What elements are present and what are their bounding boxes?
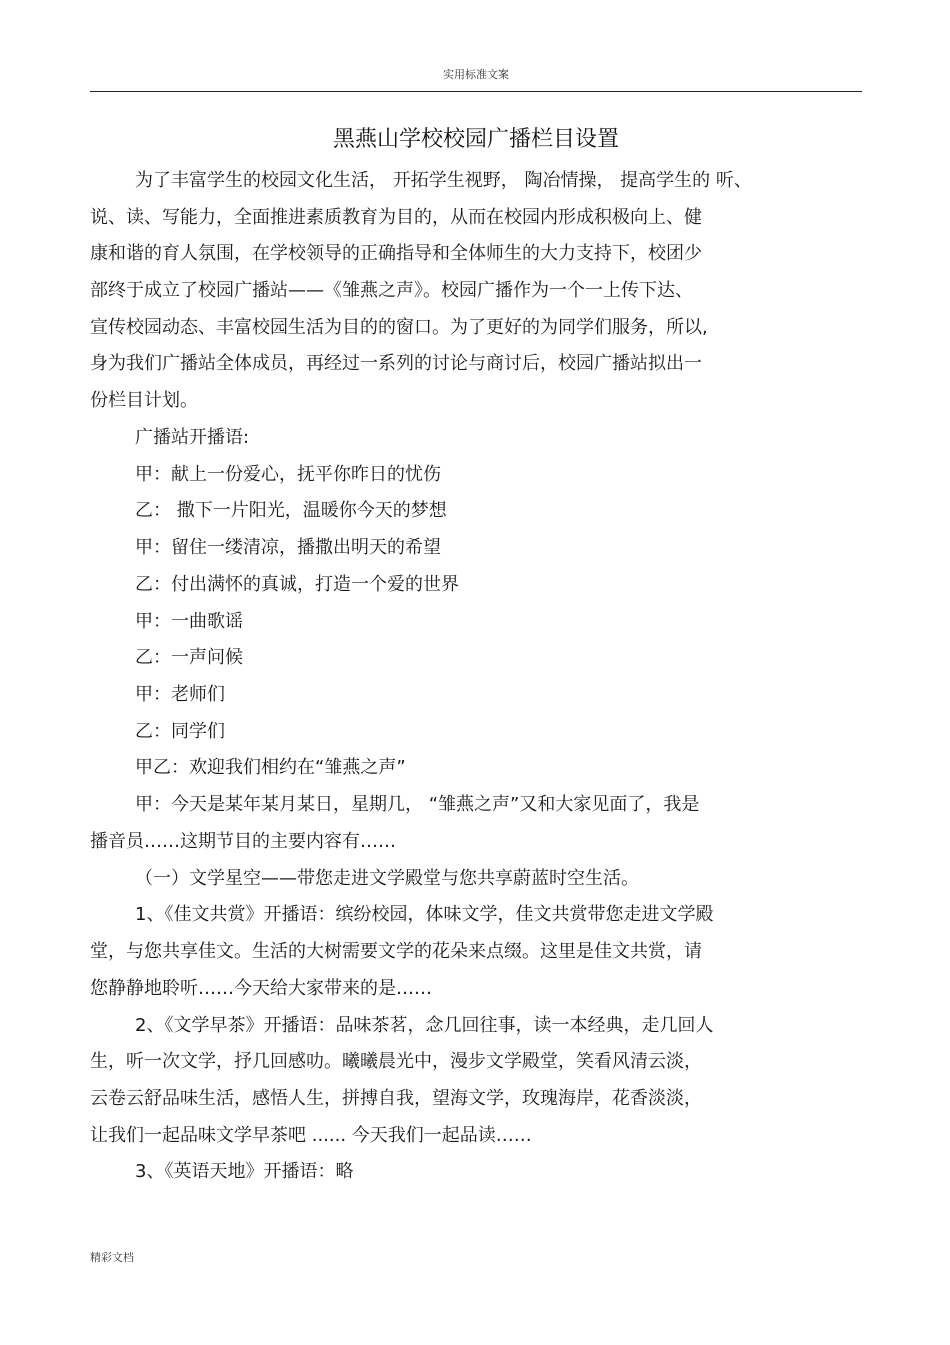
dialogue-line: 乙： 撒下一片阳光，温暖你今天的梦想 [135,500,447,521]
header-divider [90,91,862,92]
item-2-line: 云卷云舒品味生活，感悟人生，拼搏自我，望海文学，玫瑰海岸，花香淡淡， [90,1088,702,1109]
intro-line-1: 为了丰富学生的校园文化生活， 开拓学生视野， 陶冶情操， 提高学生的 听、 [135,170,752,191]
item-2-line: 2、《文学早茶》开播语：品味茶茗，念几回往事，读一本经典，走几回人 [135,1015,714,1036]
item-2-line: 生，听一次文学，抒几回感叻。曦曦晨光中，漫步文学殿堂，笑看风清云淡， [90,1051,702,1072]
intro-line-3: 康和谐的育人氛围，在学校领导的正确指导和全体师生的大力支持下，校团少 [90,243,702,264]
section-heading: （一）文学星空——带您走进文学殿堂与您共享蔚蓝时空生活。 [135,868,639,889]
dialogue-line: 甲乙：欢迎我们相约在“雏燕之声” [135,757,406,778]
dialogue-line: 乙：一声问候 [135,647,243,668]
intro-line-6: 身为我们广播站全体成员，再经过一系列的讨论与商讨后，校园广播站拟出一 [90,353,702,374]
dialogue-line: 甲：老师们 [135,684,225,705]
intro-line-4: 部终于成立了校园广播站——《雏燕之声》。校园广播作为一个一上传下达、 [90,280,693,301]
dialogue-line: 甲：留住一缕清凉，播撒出明天的希望 [135,537,441,558]
dialogue-line: 乙：同学们 [135,721,225,742]
dialogue-line: 甲：今天是某年某月某日，星期几， “雏燕之声”又和大家见面了，我是 [135,794,700,815]
intro-line-7: 份栏目计划。 [90,390,198,411]
dialogue-line: 播音员……这期节目的主要内容有…… [90,831,396,852]
dialogue-line: 甲：献上一份爱心，抚平你昨日的忧伤 [135,464,441,485]
dialogue-line: 甲：一曲歌谣 [135,611,243,632]
item-1-line: 堂，与您共享佳文。生活的大树需要文学的花朵来点缀。这里是佳文共赏，请 [90,941,702,962]
page-header: 实用标准文案 [443,68,509,81]
item-1-line: 您静静地聆听……今天给大家带来的是…… [90,978,432,999]
item-3-line: 3、《英语天地》开播语：略 [135,1161,354,1182]
intro-line-5: 宣传校园动态、丰富校园生活为目的的窗口。为了更好的为同学们服务，所以, [90,317,708,338]
item-1-line: 1、《佳文共赏》开播语：缤纷校园，体味文学，佳文共赏带您走进文学殿 [135,904,714,925]
item-2-line: 让我们一起品味文学早茶吧 ...... 今天我们一起品读…… [90,1125,532,1146]
page-footer: 精彩文档 [90,1251,134,1264]
dialogue-line: 乙：付出满怀的真诚，打造一个爱的世界 [135,574,459,595]
document-title: 黑燕山学校校园广播栏目设置 [332,127,619,152]
opening-heading: 广播站开播语: [135,427,250,448]
intro-line-2: 说、读、写能力，全面推进素质教育为目的，从而在校园内形成积极向上、健 [90,207,702,228]
